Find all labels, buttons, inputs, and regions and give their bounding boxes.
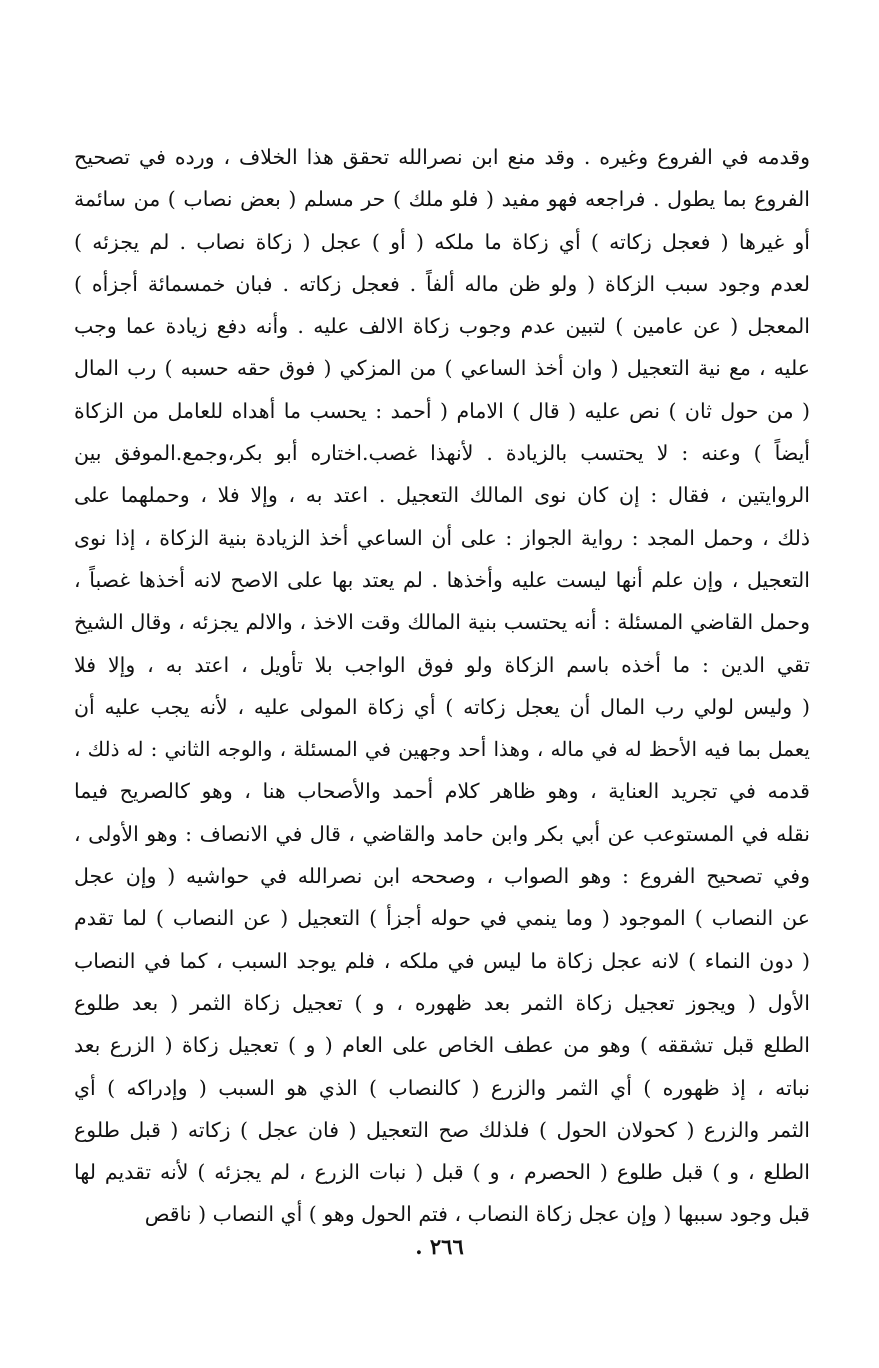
text-line: وقدمه في الفروع وغيره . وقد منع ابن نصرالله تحقق هذا الخلاف ، ورده في تصحيح: [74, 145, 810, 169]
text-line: الأول ( ويجوز تعجيل زكاة الثمر بعد ظهوره ، و ) تعجيل زكاة الثمر ( بعد طلوع: [74, 990, 810, 1015]
text-line: التعجيل ، وإن علم أنها ليست عليه وأخذها . لم يعتد بها على الاصح لانه أخذها غصباً ،: [74, 567, 810, 592]
text-line: ( دون النماء ) لانه عجل زكاة ما ليس في ملكه ، فلم يوجد السبب ، كما في النصاب: [74, 948, 810, 973]
text-line: المعجل ( عن عامين ) لتبين عدم وجوب زكاة الالف عليه . وأنه دفع زيادة عما وجب: [74, 314, 810, 339]
text-line: ذلك ، وحمل المجد : رواية الجواز : على أن الساعي أخذ الزيادة بنية الزكاة ، إذا نوى: [74, 525, 810, 550]
text-line: ( وليس لولي رب المال أن يعجل زكاته ) أي زكاة المولى عليه ، لأنه يجب عليه أن: [74, 694, 810, 719]
text-line: وفي تصحيح الفروع : وهو الصواب ، وصححه ابن نصرالله في حواشيه ( وإن عجل: [74, 864, 810, 889]
text-line: تقي الدين : ما أخذه باسم الزكاة ولو فوق الواجب بلا تأويل ، اعتد به ، وإلا فلا: [74, 652, 810, 677]
text-line: أيضاً ) وعنه : لا يحتسب بالزيادة . لأنهذا غصب.اختاره أبو بكر،وجمع.الموفق بين: [74, 441, 810, 466]
text-line: قبل وجود سببها ( وإن عجل زكاة النصاب ، فتم الحول وهو ) أي النصاب ( ناقص: [144, 1202, 810, 1227]
text-line: الطلع قبل تشققه ) وهو من عطف الخاص على العام ( و ) تعجيل زكاة ( الزرع بعد: [74, 1033, 810, 1058]
body-text: [74, 136, 810, 1236]
text-line: نباته ، إذ ظهوره ) أي الثمر والزرع ( كالنصاب ) الذي هو السبب ( وإدراكه ) أي: [74, 1075, 810, 1100]
text-line: يعمل بما فيه الأحظ له في ماله ، وهذا أحد وجهين في المسئلة ، والوجه الثاني : له ذلك ،: [74, 737, 810, 762]
text-line: قدمه في تجريد العناية ، وهو ظاهر كلام أحمد والأصحاب هنا ، وهو كالصريح فيما: [74, 779, 810, 804]
page-number: ٢٦٦ .: [415, 1234, 464, 1259]
text-line: نقله في المستوعب عن أبي بكر وابن حامد والقاضي ، قال في الانصاف : وهو الأولى ،: [74, 821, 810, 846]
text-line: الفروع بما يطول . فراجعه فهو مفيد ( فلو ملك ) حر مسلم ( بعض نصاب ) من سائمة: [74, 187, 810, 212]
text-line: ( من حول ثان ) نص عليه ( قال ) الامام ( أحمد : يحسب ما أهداه للعامل من الزكاة: [74, 398, 810, 423]
text-line: الثمر والزرع ( كحولان الحول ) فلذلك صح التعجيل ( فان عجل ) زكاته ( قبل طلوع: [74, 1117, 810, 1142]
text-line: لعدم وجود سبب الزكاة ( ولو ظن ماله ألفاً . فعجل زكاته . فبان خمسمائة أجزأه ): [74, 271, 810, 296]
text-line: أو غيرها ( فعجل زكاته ) أي زكاة ما ملكه ( أو ) عجل ( زكاة نصاب . لم يجزئه ): [74, 229, 810, 254]
text-line: الطلع ، و ) قبل طلوع ( الحصرم ، و ) قبل ( نبات الزرع ، لم يجزئه ) لأنه تقديم لها: [74, 1160, 810, 1185]
text-line: وحمل القاضي المسئلة : أنه يحتسب بنية المالك وقت الاخذ ، والالم يجزئه ، وقال الشيخ: [74, 610, 810, 635]
text-line: عن النصاب ) الموجود ( وما ينمي في حوله أجزأ ) التعجيل ( عن النصاب ) لما تقدم: [74, 906, 810, 931]
text-line: الروايتين ، فقال : إن كان نوى المالك التعجيل . اعتد به ، وإلا فلا ، وحملهما على: [74, 483, 810, 508]
text-line: عليه ، مع نية التعجيل ( وان أخذ الساعي ) من المزكي ( فوق حقه حسبه ) رب المال: [74, 356, 810, 381]
